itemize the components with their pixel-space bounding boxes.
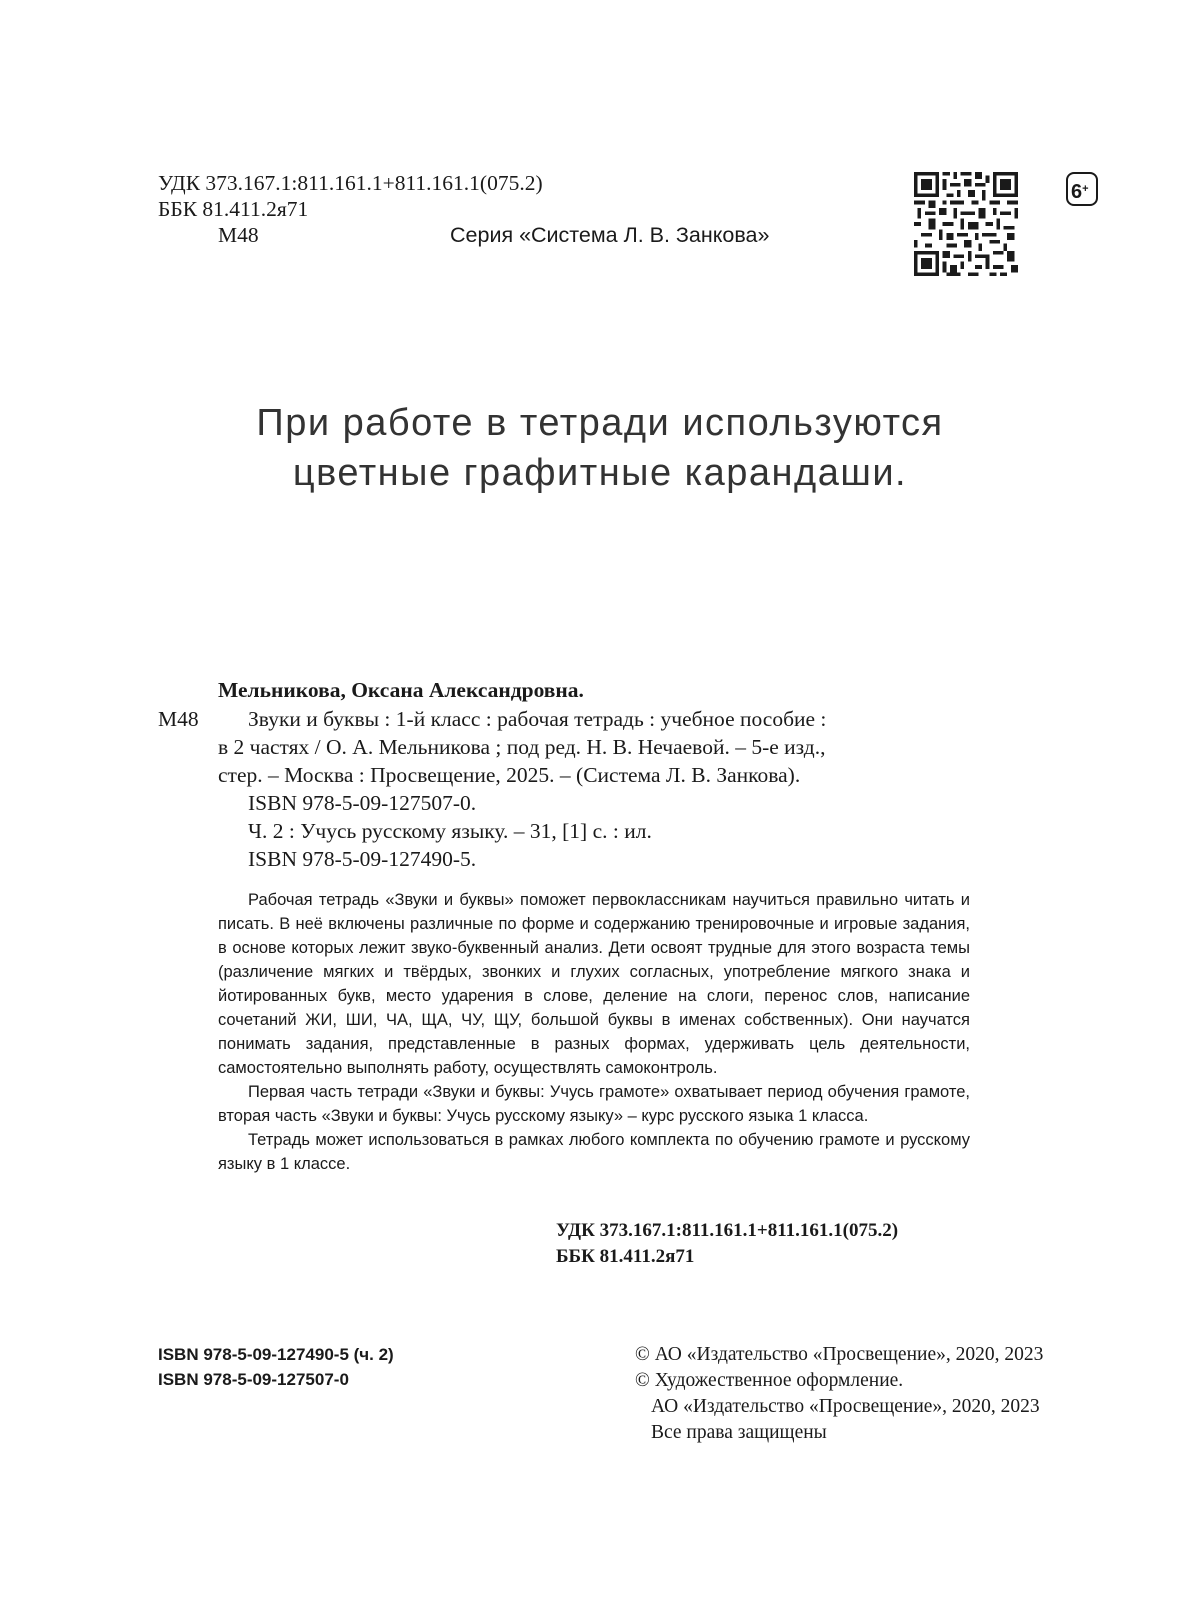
pencils-notice <box>0 398 1200 498</box>
isbn-block <box>158 1342 394 1392</box>
copyright-line-1: © АО «Издательство «Просвещение», 2020, 2023 <box>635 1344 1044 1365</box>
udk-code-bottom: УДК 373.167.1:811.161.1+811.161.1(075.2) <box>556 1220 899 1241</box>
isbn-part-2: ISBN 978-5-09-127490-5 (ч. 2) <box>158 1345 394 1364</box>
age-rating-plus: + <box>1082 183 1089 195</box>
copyright-block <box>635 1342 1043 1446</box>
classification-bottom <box>556 1218 898 1270</box>
notice-line-1: При работе в тетради используются <box>256 402 944 444</box>
copyright-line-3: АО «Издательство «Просвещение», 2020, 2023 <box>651 1396 1040 1417</box>
abstract-paragraph-3: Тетрадь может использоваться в рамках любого комплекта по обучению грамоте и русскому языку в 1 классе. <box>218 1131 970 1173</box>
isbn-set: ISBN 978-5-09-127507-0 <box>158 1370 349 1389</box>
copyright-line-2: © Художественное оформление. <box>635 1370 904 1391</box>
abstract-paragraph-1: Рабочая тетрадь «Звуки и буквы» поможет первоклассникам научиться правильно читать и писать. В неё включены различные по форме и содержанию тренировочные и игровые задания, в основе которых лежит звуко-буквенный анализ. Дети освоят трудные для этого возраста темы (различение мягких и твёрдых, звонких и глухих согласных, употребление мягкого знака и йотированных букв, место ударения в слове, деление на слоги, перенос слов, написание сочетаний ЖИ, ШИ, ЧА, ЩА, ЧУ, ЩУ, большой буквы в именах собственных). Они научатся понимать задания, представленные в разных формах, удерживать цель деятельности, самостоятельно выполнять работу, осуществлять самоконтроль. <box>218 891 970 1077</box>
notice-line-2: цветные графитные карандаши. <box>292 452 908 494</box>
qr-code-icon <box>914 172 1018 276</box>
catalog-author: Мельникова, Оксана Александровна. <box>218 678 584 702</box>
abstract <box>218 888 970 1176</box>
series-title: Серия «Система Л. В. Занкова» <box>450 223 770 247</box>
catalog-title-line-3: стер. – Москва : Просвещение, 2025. – (Система Л. В. Занкова). <box>218 763 801 787</box>
catalog-title-line-2: в 2 частях / О. А. Мельникова ; под ред. Н. В. Нечаевой. – 5-е изд., <box>218 735 826 759</box>
bbk-code-bottom: ББК 81.411.2я71 <box>556 1246 695 1267</box>
copyright-line-4: Все права защищены <box>651 1422 827 1443</box>
abstract-paragraph-2: Первая часть тетради «Звуки и буквы: Учусь грамоте» охватывает период обучения грамоте, вторая часть «Звуки и буквы: Учусь русскому языку» – курс русского языка 1 класса. <box>218 1083 970 1125</box>
catalog-isbn-main: ISBN 978-5-09-127507-0. <box>248 791 477 815</box>
author-sign: М48 <box>218 223 259 247</box>
catalog-part: Ч. 2 : Учусь русскому языку. – 31, [1] с. : ил. <box>248 819 652 843</box>
age-rating-badge <box>1066 172 1098 206</box>
catalog-title-line-1: Звуки и буквы : 1-й класс : рабочая тетрадь : учебное пособие : <box>248 707 827 731</box>
udk-code: УДК 373.167.1:811.161.1+811.161.1(075.2) <box>158 171 543 195</box>
catalog-sign: М48 <box>158 707 199 731</box>
age-rating-value: 6 <box>1071 181 1083 203</box>
bbk-code: ББК 81.411.2я71 <box>158 197 309 221</box>
catalog-isbn-part: ISBN 978-5-09-127490-5. <box>248 847 477 871</box>
